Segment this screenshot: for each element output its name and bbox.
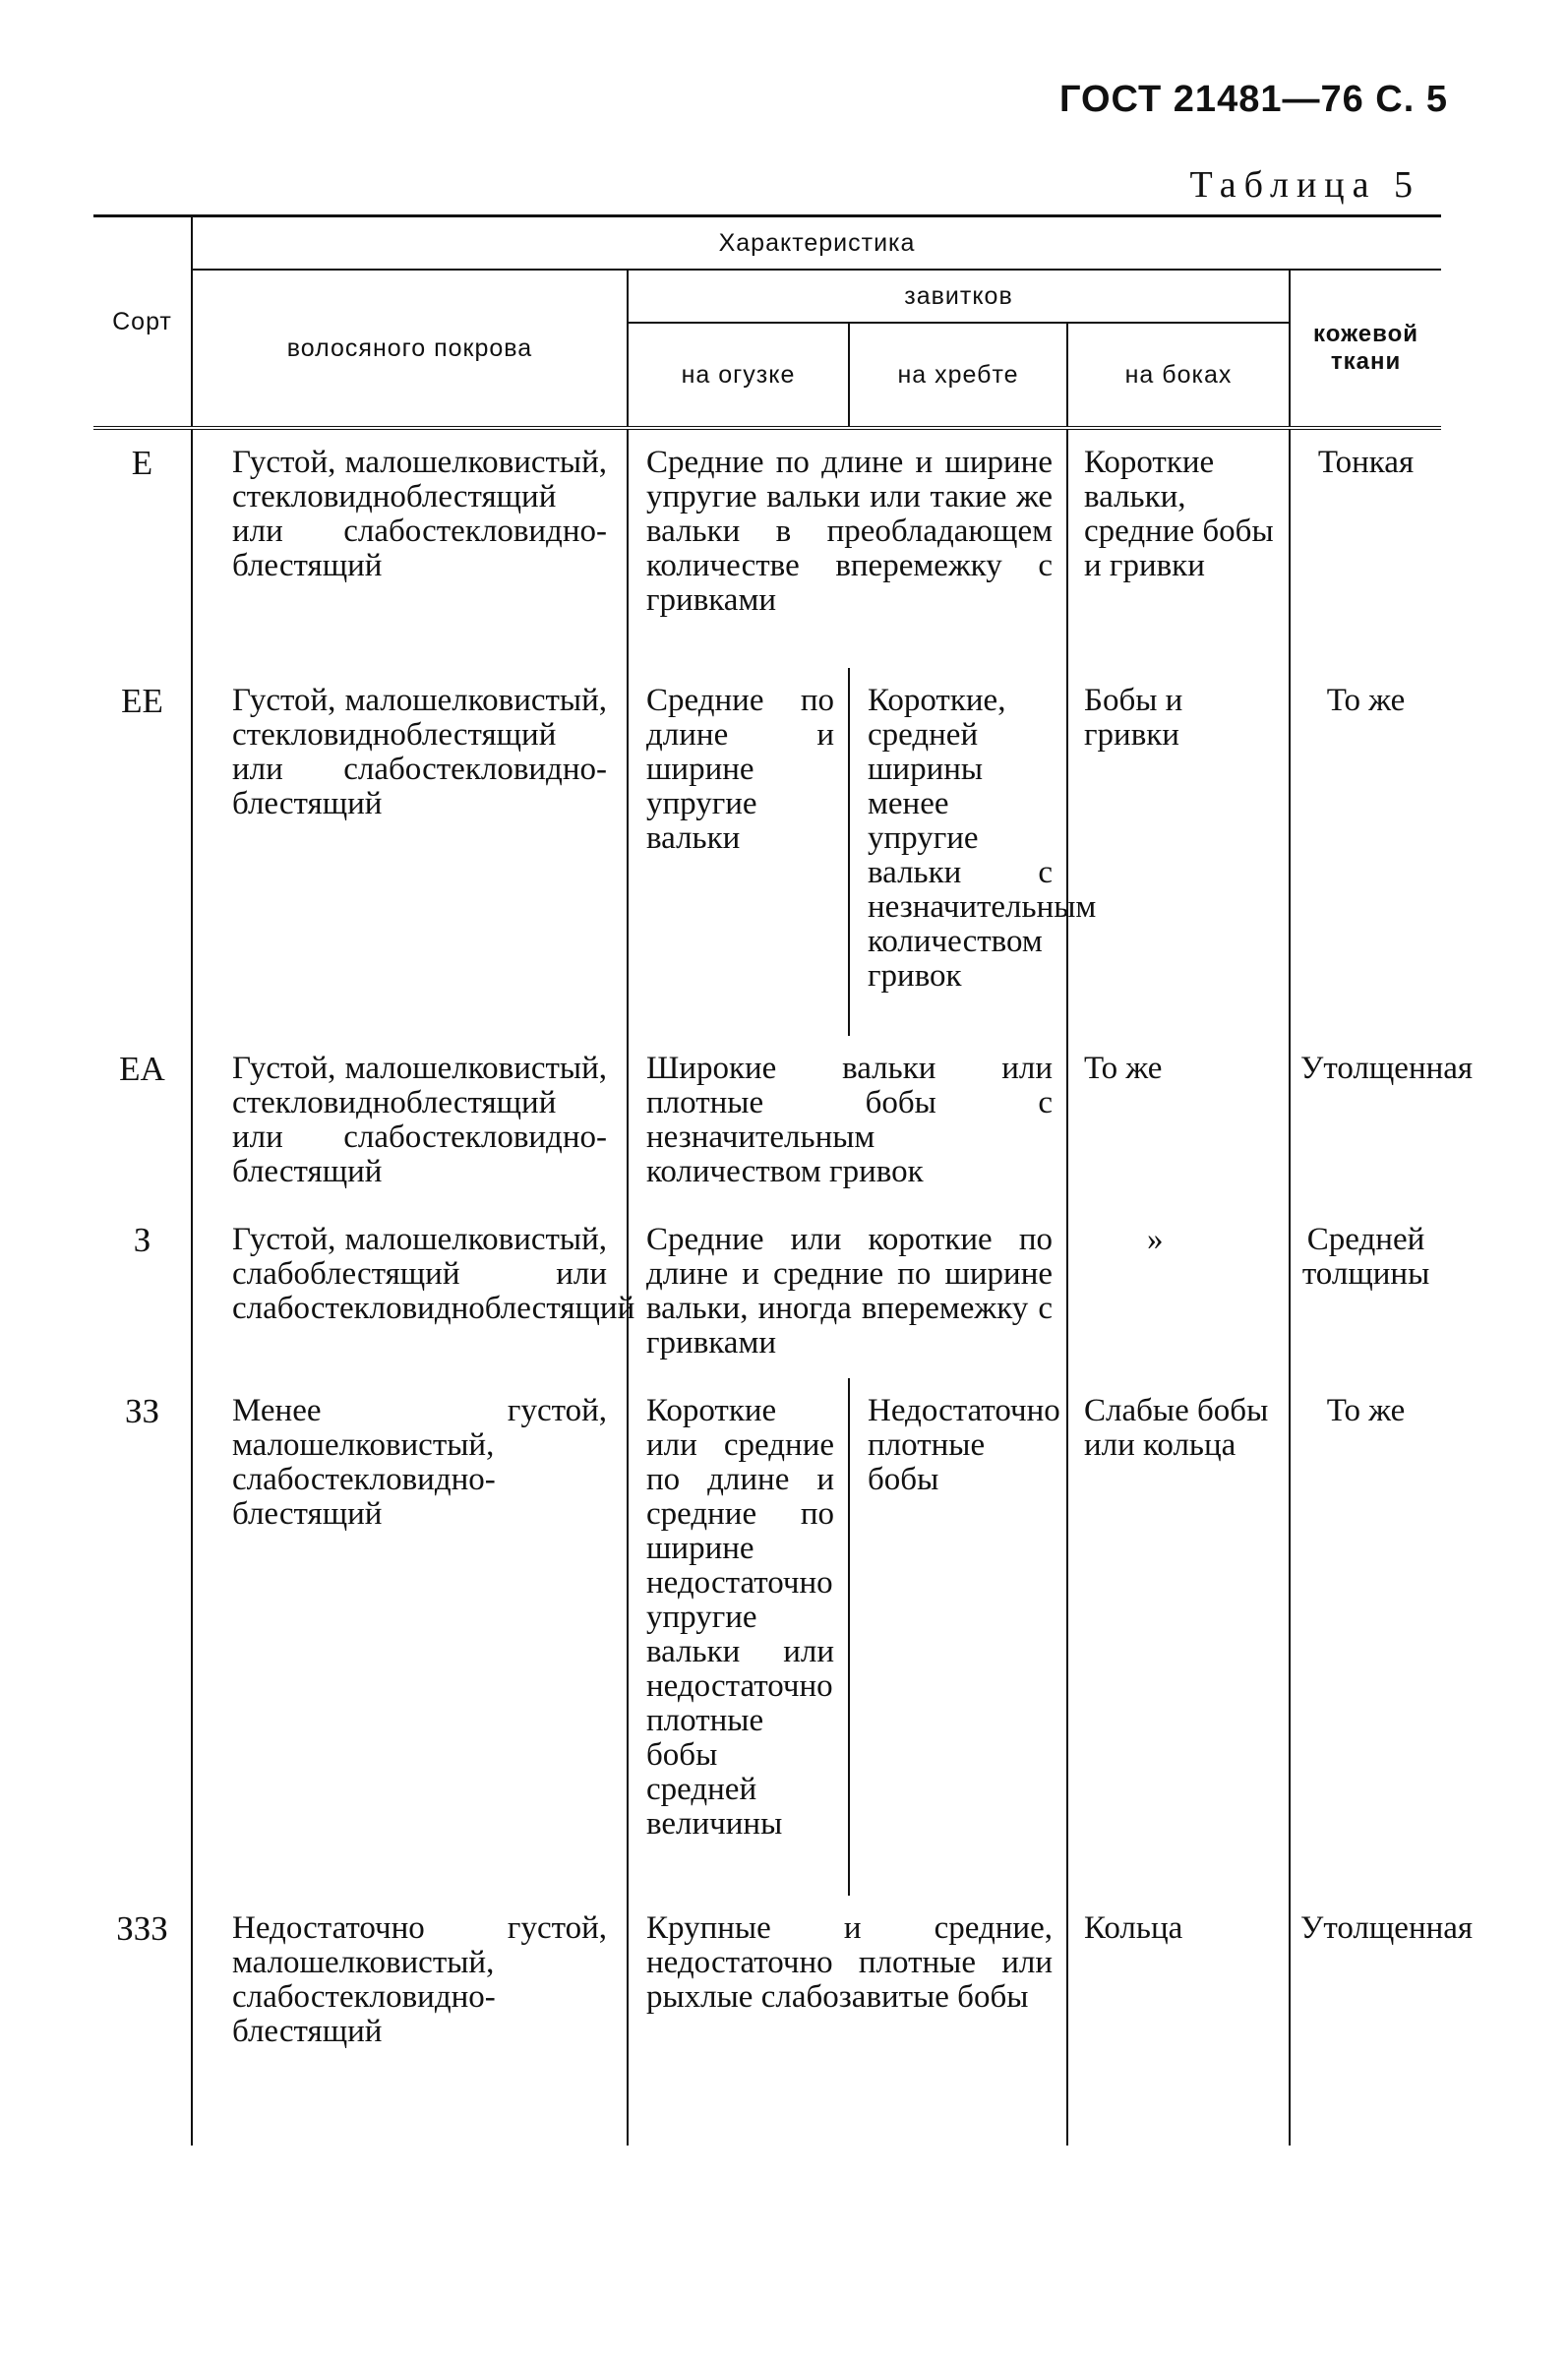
row-sides: Бобы и гривки <box>1067 668 1290 1036</box>
row-sides: Слабые бобы или кольца <box>1067 1378 1290 1896</box>
row-skin: Тонкая <box>1290 428 1441 668</box>
header-hair-cover: волосяного покрова <box>192 270 628 428</box>
row-sides: Короткие вальки, средние бобы и гривки <box>1067 428 1290 668</box>
header-sort: Сорт <box>93 216 192 429</box>
document-header-code: ГОСТ 21481—76 С. 5 <box>1058 79 1448 120</box>
grade-characteristics-table <box>93 214 1474 2146</box>
row-sort: Е <box>131 444 153 482</box>
row-sort: З <box>133 1221 151 1259</box>
header-curls: завитков <box>628 270 1290 323</box>
row-skin: Утолщенная <box>1290 1896 1441 2146</box>
row-sort: ЕЕ <box>121 682 163 720</box>
row-curls: Средние или короткие по длине и средние по ширине вальки, иногда вперемежку с гривками <box>628 1207 1067 1378</box>
header-spine: на хребте <box>849 323 1067 428</box>
row-sort: ЕА <box>119 1050 165 1088</box>
row-curls: Крупные и средние, недостаточно плотные или рыхлые слабозавитые бобы <box>628 1896 1067 2146</box>
table-row <box>93 1378 1441 1896</box>
row-sides: » <box>1067 1207 1290 1378</box>
row-skin: То же <box>1290 1378 1441 1896</box>
table-row <box>93 428 1441 668</box>
row-spine: Недостаточно плотные бобы <box>868 1393 1060 1497</box>
row-skin: То же <box>1290 668 1441 1036</box>
row-sides: То же <box>1067 1036 1290 1207</box>
table-row <box>93 1207 1441 1378</box>
row-curls: Широкие вальки или плотные бобы с незначительным количеством гривок <box>628 1036 1067 1207</box>
row-curls: Средние по длине и ширине упругие вальки или такие же вальки в преобладающем количестве вперемежку с гривками <box>628 428 1067 668</box>
row-hair: Менее густой, малошелковистый, слабостекловидно-блестящий <box>192 1378 628 1896</box>
row-hair: Густой, малошелковистый, стекловидноблестящий или слабостекловидно-блестящий <box>192 1036 628 1207</box>
row-skin: Средней толщины <box>1290 1207 1441 1378</box>
table-label: Таблица 5 <box>1189 164 1420 206</box>
header-skin: кожевой ткани <box>1290 270 1441 428</box>
row-spine: Короткие, средней ширины менее упругие вальки с незначительным количеством гривок <box>868 683 1097 994</box>
table-row <box>93 668 1441 1036</box>
row-rump: Средние по длине и ширине упругие вальки <box>628 668 849 1036</box>
row-rump: Короткие или средние по длине и средние по ширине недостаточно упругие вальки или недостаточно плотные бобы средней величины <box>628 1378 849 1896</box>
header-characteristic: Характеристика <box>192 216 1441 271</box>
row-hair: Густой, малошелковистый, стекловидноблестящий или слабостекловидно-блестящий <box>192 428 628 668</box>
table-row <box>93 1896 1441 2146</box>
row-sides: Кольца <box>1067 1896 1290 2146</box>
row-skin: Утолщенная <box>1290 1036 1441 1207</box>
row-hair: Густой, малошелковистый, слабоблестящий или слабостекловидноблестящий <box>192 1207 628 1378</box>
table-row <box>93 1036 1441 1207</box>
row-sort: ЗЗ <box>124 1392 160 1430</box>
header-sides: на боках <box>1067 323 1290 428</box>
row-hair: Недостаточно густой, малошелковистый, слабостекловидно-блестящий <box>192 1896 628 2146</box>
row-sort: ЗЗЗ <box>116 1909 168 1948</box>
row-hair: Густой, малошелковистый, стекловидноблестящий или слабостекловидно-блестящий <box>192 668 628 1036</box>
header-rump: на огузке <box>628 323 849 428</box>
